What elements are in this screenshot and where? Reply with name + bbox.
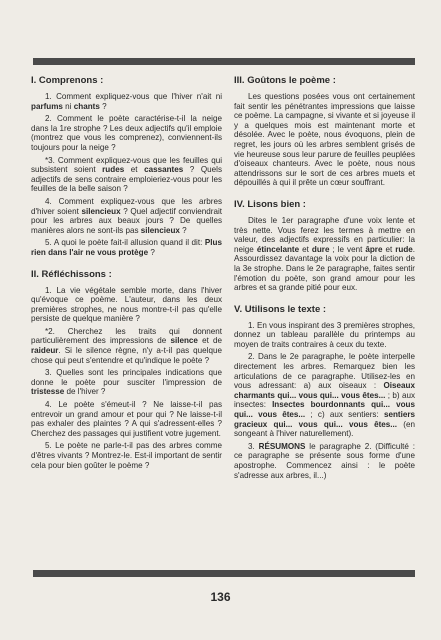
top-rule [33, 58, 415, 65]
question: *3. Comment expliquez-vous que les feuilles qui subsistent soient rudes et cassantes ? Quels adjectifs de sens contraire emploieriez-vous pour les feuilles de la belle saison ? [31, 155, 222, 194]
section-comprenons [31, 75, 222, 258]
page-number: 136 [210, 590, 231, 604]
question: 2. Comment le poète caractérise-t-il la neige dans la 1re strophe ? Les deux adjectifs qu'il emploie (montrez que vous les comprenez), conviennent-ils toujours pour la neige ? [31, 114, 222, 152]
exercise: 1. En vous inspirant des 3 premières strophes, donnez un tableau parallèle du printemps au moyen de traits contraires à ceux du texte. [234, 320, 415, 349]
exercise: 3. RÉSUMONS le paragraphe 2. (Difficulté : ce paragraphe se présente sous forme d'une apostrophe. Commencez ainsi : le poète s'adresse aux arbres, il...) [234, 441, 416, 480]
question: 1. Comment expliquez-vous que l'hiver n'ait ni parfums ni chants ? [31, 92, 222, 111]
section-title: I. Comprenons : [31, 75, 104, 86]
left-column [31, 75, 222, 481]
section-lisons [234, 199, 415, 293]
bottom-rule [33, 570, 415, 577]
section-title: III. Goûtons le poème : [234, 75, 336, 86]
section-reflechissons [31, 269, 222, 471]
right-column [234, 75, 415, 491]
paragraph: Les questions posées vous ont certainement fait sentir les pénétrantes impressions que laisse ce poème. La campagne, si vivante et si joyeuse il y a quelques mois est maintenant morte et désolée. Avec le poète, nous évoquons, plein de regret, les jours où les arbres semblent grisés de vie heureuse sous leur parure de feuilles peuplées d'oiseaux chanteurs. Avec le poète, nous nous attendrissons sur le sort de ces arbres muets et dépouillés à qui il prête un cœur souffrant. [234, 92, 415, 188]
question: 5. Le poète ne parle-t-il pas des arbres comme d'êtres vivants ? Montrez-le. Est-il important de sentir cela pour bien goûter le poème ? [31, 441, 222, 470]
section-title: IV. Lisons bien : [234, 198, 306, 210]
paragraph: Dites le 1er paragraphe d'une voix lente et très nette. Vous ferez les termes à mettre en valeur, des adjectifs expressifs en particulier: la neige étincelante et dure ; le vent âpre et rude. Assourdissez davantage la voix pour la diction de la 3e strophe. Dans le 2e paragraphe, faites sentir l'émotion du poète, son grand amour pour les arbres et sa grande pitié pour eux. [234, 215, 416, 293]
section-title: V. Utilisons le texte : [234, 303, 327, 315]
question: 1. La vie végétale semble morte, dans l'hiver qu'évoque ce poème. L'auteur, dans les deux premières strophes, ne nous montre-t-il pas qu'elle persiste de quelque manière ? [31, 285, 222, 324]
question: 4. Le poète s'émeut-il ? Ne laisse-t-il pas entrevoir un grand amour et pour qui ? Ne laisse-t-il pas exhaler des plaintes ? A qui s'adressent-elles ? Cherchez des passages qui justifient votre jugement. [31, 400, 222, 438]
section-goutons [234, 75, 415, 188]
question: 3. Quelles sont les principales indications que donne le poète pour susciter l'impression de tristesse de l'hiver ? [31, 368, 222, 397]
section-title: II. Réfléchissons : [31, 268, 112, 280]
question: *2. Cherchez les traits qui donnent particulièrement des impressions de silence et de raideur. Si le silence règne, n'y a-t-il pas quelque chose qui peut s'entendre et qu'indique le poète ? [31, 326, 222, 365]
question: 4. Comment expliquez-vous que les arbres d'hiver soient silencieux ? Quel adjectif conviendrait pour les arbres aux beaux jours ? De quelles manières alors ne sont-ils pas silencieux ? [31, 196, 222, 235]
question: 5. A quoi le poète fait-il allusion quand il dit: Plus rien dans l'air ne vous protège ? [31, 238, 222, 257]
section-utilisons [234, 304, 415, 481]
exercise: 2. Dans le 2e paragraphe, le poète interpelle directement les arbres. Remarquez bien les articulations de ce paragraphe. Utilisez-les en vous adressant: a) aux oiseaux : Oiseaux charmants qui... vous qui... vous êtes... ; b) aux insectes: Insectes bourdonnants qui... vous qui... vous êtes... ; c) aux sentiers: sentiers gracieux qui... vous qui... vous êtes... (en songeant à l'hiver naturellement). [234, 352, 416, 439]
